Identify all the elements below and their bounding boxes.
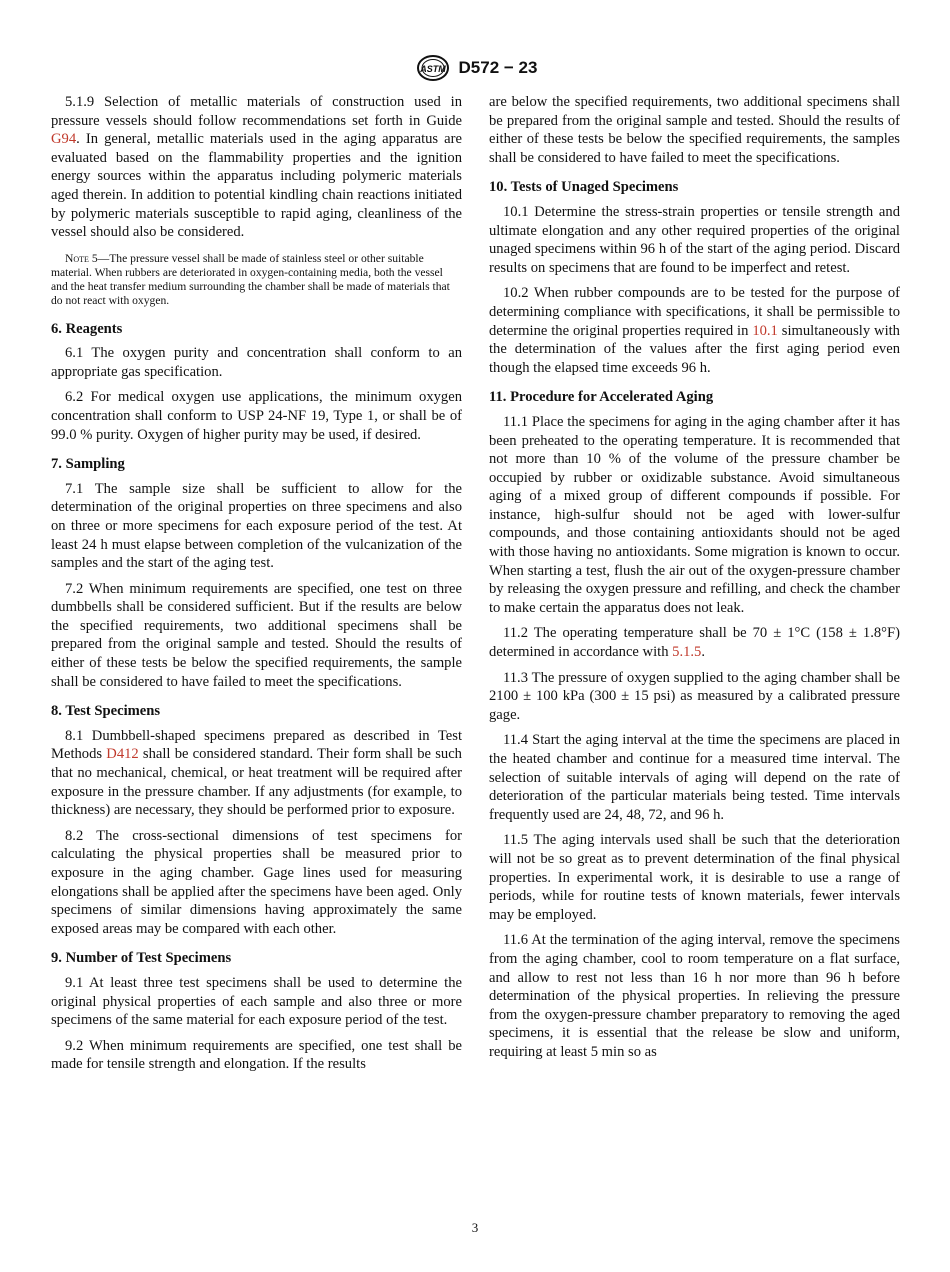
paragraph-11-6: 11.6 At the termination of the aging interval, remove the specimens from the aging chamber, cool to room temperature on a flat surface, and allow to rest not less than 16 h nor more than 96 h before determination of the physical properties. In relieving the pressure from the oxygen-pressure chamber preparatory to removing the aged specimens, it is essential that the release be slow and uniform, requiring at least 5 min so as xyxy=(489,932,900,1060)
paragraph-7-1: 7.1 The sample size shall be sufficient to allow for the determination of the original properties on three specimens and also on three or more specimens for each exposure period of the test. At least 24 h must elapse between completion of the vulcanization of the samples and the start of the aging test. xyxy=(51,480,462,572)
paragraph-7-2: 7.2 When minimum requirements are specified, one test on three dumbbells shall be considered sufficient. But if the results are below the specified requirements, two additional specimens shall be prepared from the original sample and tested. Should the results of either of these tests be below the specified requirements, the sample shall be considered to have failed to meet the specifications. xyxy=(51,580,462,690)
paragraph-9-2-continued: are below the specified requirements, two additional specimens shall be prepared from the original sample and tested. Should the results of either of these tests be below the specified requirements, the samples shall be considered to have failed to meet the specifications. xyxy=(489,94,900,166)
paragraph-6-2: 6.2 For medical oxygen use applications, the minimum oxygen concentration shall conform to USP 24-NF 19, Type 1, or shall be of 99.0 % purity. Oxygen of higher purity may be used, if desired. xyxy=(51,389,462,443)
paragraph-11-2: 11.2 The operating temperature shall be 70 ± 1°C (158 ± 1.8°F) determined in accordance with 5.1.5. xyxy=(489,625,900,661)
astm-logo-icon xyxy=(413,52,453,84)
standard-designation: D572 − 23 xyxy=(458,58,538,77)
paragraph-6-1: 6.1 The oxygen purity and concentration shall conform to an appropriate gas specification. xyxy=(51,345,462,380)
right-column xyxy=(489,93,900,1069)
link-10-1[interactable]: 10.1 xyxy=(752,322,778,339)
paragraph-8-2: 8.2 The cross-sectional dimensions of test specimens for calculating the physical properties shall be measured prior to exposure in the aging chamber. Gage lines used for measuring elongations shall be applied after the specimens have been aged. Only specimens of similar dimensions having approximately the same exposed areas may be compared with each other. xyxy=(51,827,462,937)
paragraph-8-1: 8.1 Dumbbell-shaped specimens prepared as described in Test Methods D412 shall be considered standard. Their form shall be such that no mechanical, chemical, or heat treatment will be required after exposure in the pressure chamber. If any adjustments (for example, to thickness) are necessary, they should be performed prior to exposure. xyxy=(51,727,462,819)
note-label: Note 5 xyxy=(65,251,98,265)
link-5-1-5[interactable]: 5.1.5 xyxy=(672,644,702,661)
section-7-heading: 7. Sampling xyxy=(51,456,125,473)
paragraph-9-2: 9.2 When minimum requirements are specified, one test shall be made for tensile strength and elongation. If the results xyxy=(51,1037,462,1073)
paragraph-11-4: 11.4 Start the aging interval at the time the specimens are placed in the heated chamber and continue for a measured time interval. The selection of suitable intervals of aging will depend on the rate of deterioration of the particular materials being tested. Time intervals frequently used are 24, 48, 72, and 96 h. xyxy=(489,732,900,823)
link-d412[interactable]: D412 xyxy=(106,746,139,763)
paragraph-11-5: 11.5 The aging intervals used shall be such that the deterioration will not be so great as to prevent determination of the final physical properties. In experimental work, it is desirable to use a range of periods, while for routine tests of known materials, fewer intervals may be employed. xyxy=(489,832,900,923)
paragraph-10-1: 10.1 Determine the stress-strain properties or tensile strength and ultimate elongation and any other required properties of the original unaged specimens within 96 h of the start of the aging period. Discard results on specimens that are found to be imperfect and retest. xyxy=(489,203,900,276)
section-11-heading: 11. Procedure for Accelerated Aging xyxy=(489,389,714,406)
section-9-heading: 9. Number of Test Specimens xyxy=(51,950,232,967)
link-g94[interactable]: G94 xyxy=(51,131,77,148)
paragraph-9-1: 9.1 At least three test specimens shall be used to determine the original physical properties of each sample and also three or more specimens of the same material for each exposure period of the test. xyxy=(51,974,462,1029)
section-8-heading: 8. Test Specimens xyxy=(51,703,161,720)
paragraph-11-1: 11.1 Place the specimens for aging in the aging chamber after it has been preheated to the operating temperature. It is recommended that not more than 10 % of the volume of the pressure chamber be occupied by rubber or oxidizable substance. Avoid simultaneous aging of a mixed group of different compounds if possible. For instance, high-sulfur should not be aged with lower-sulfur compounds, and those containing antioxidants should not be aged with those having no antioxidants. Some migration is known to occur. When starting a test, flush the air out of the oxygen-pressure chamber by releasing the oxygen pressure and refilling, and check the chamber to make certain the apparatus does not leak. xyxy=(489,413,900,616)
paragraph-5-1-9: 5.1.9 Selection of metallic materials of construction used in pressure vessels should follow recommendations set forth in Guide G94. In general, metallic materials used in the aging apparatus are evaluated based on the flammability properties and the ignition energy sources within the apparatus including polymeric materials aged therein. In addition to potential kindling chain reactions initiated by polymeric materials susceptible to rapid aging, cleanliness of the vessel should also be considered. xyxy=(51,94,462,241)
left-column xyxy=(51,93,462,1081)
section-10-heading: 10. Tests of Unaged Specimens xyxy=(489,179,679,196)
page-number: 3 xyxy=(471,1220,479,1235)
paragraph-10-2: 10.2 When rubber compounds are to be tested for the purpose of determining compliance with specifications, it shall be permissible to determine the original properties required in 10.1 simultaneously with the determination of the values after the first aging period even though the elapsed time exceeds 96 h. xyxy=(489,285,900,376)
page-header xyxy=(0,52,950,89)
note-5: Note 5—The pressure vessel shall be made of stainless steel or other suitable material. When rubbers are deteriorated in oxygen-containing media, both the vessel and the heat transfer medium surrounding the chamber shall be made of materials that do not react with oxygen. xyxy=(51,251,450,308)
paragraph-11-3: 11.3 The pressure of oxygen supplied to the aging chamber shall be 2100 ± 100 kPa (300 ± 15 psi) as measured by a calibrated pressure gage. xyxy=(489,669,900,723)
logo-text: ASTM xyxy=(419,64,446,74)
section-6-heading: 6. Reagents xyxy=(51,320,123,337)
